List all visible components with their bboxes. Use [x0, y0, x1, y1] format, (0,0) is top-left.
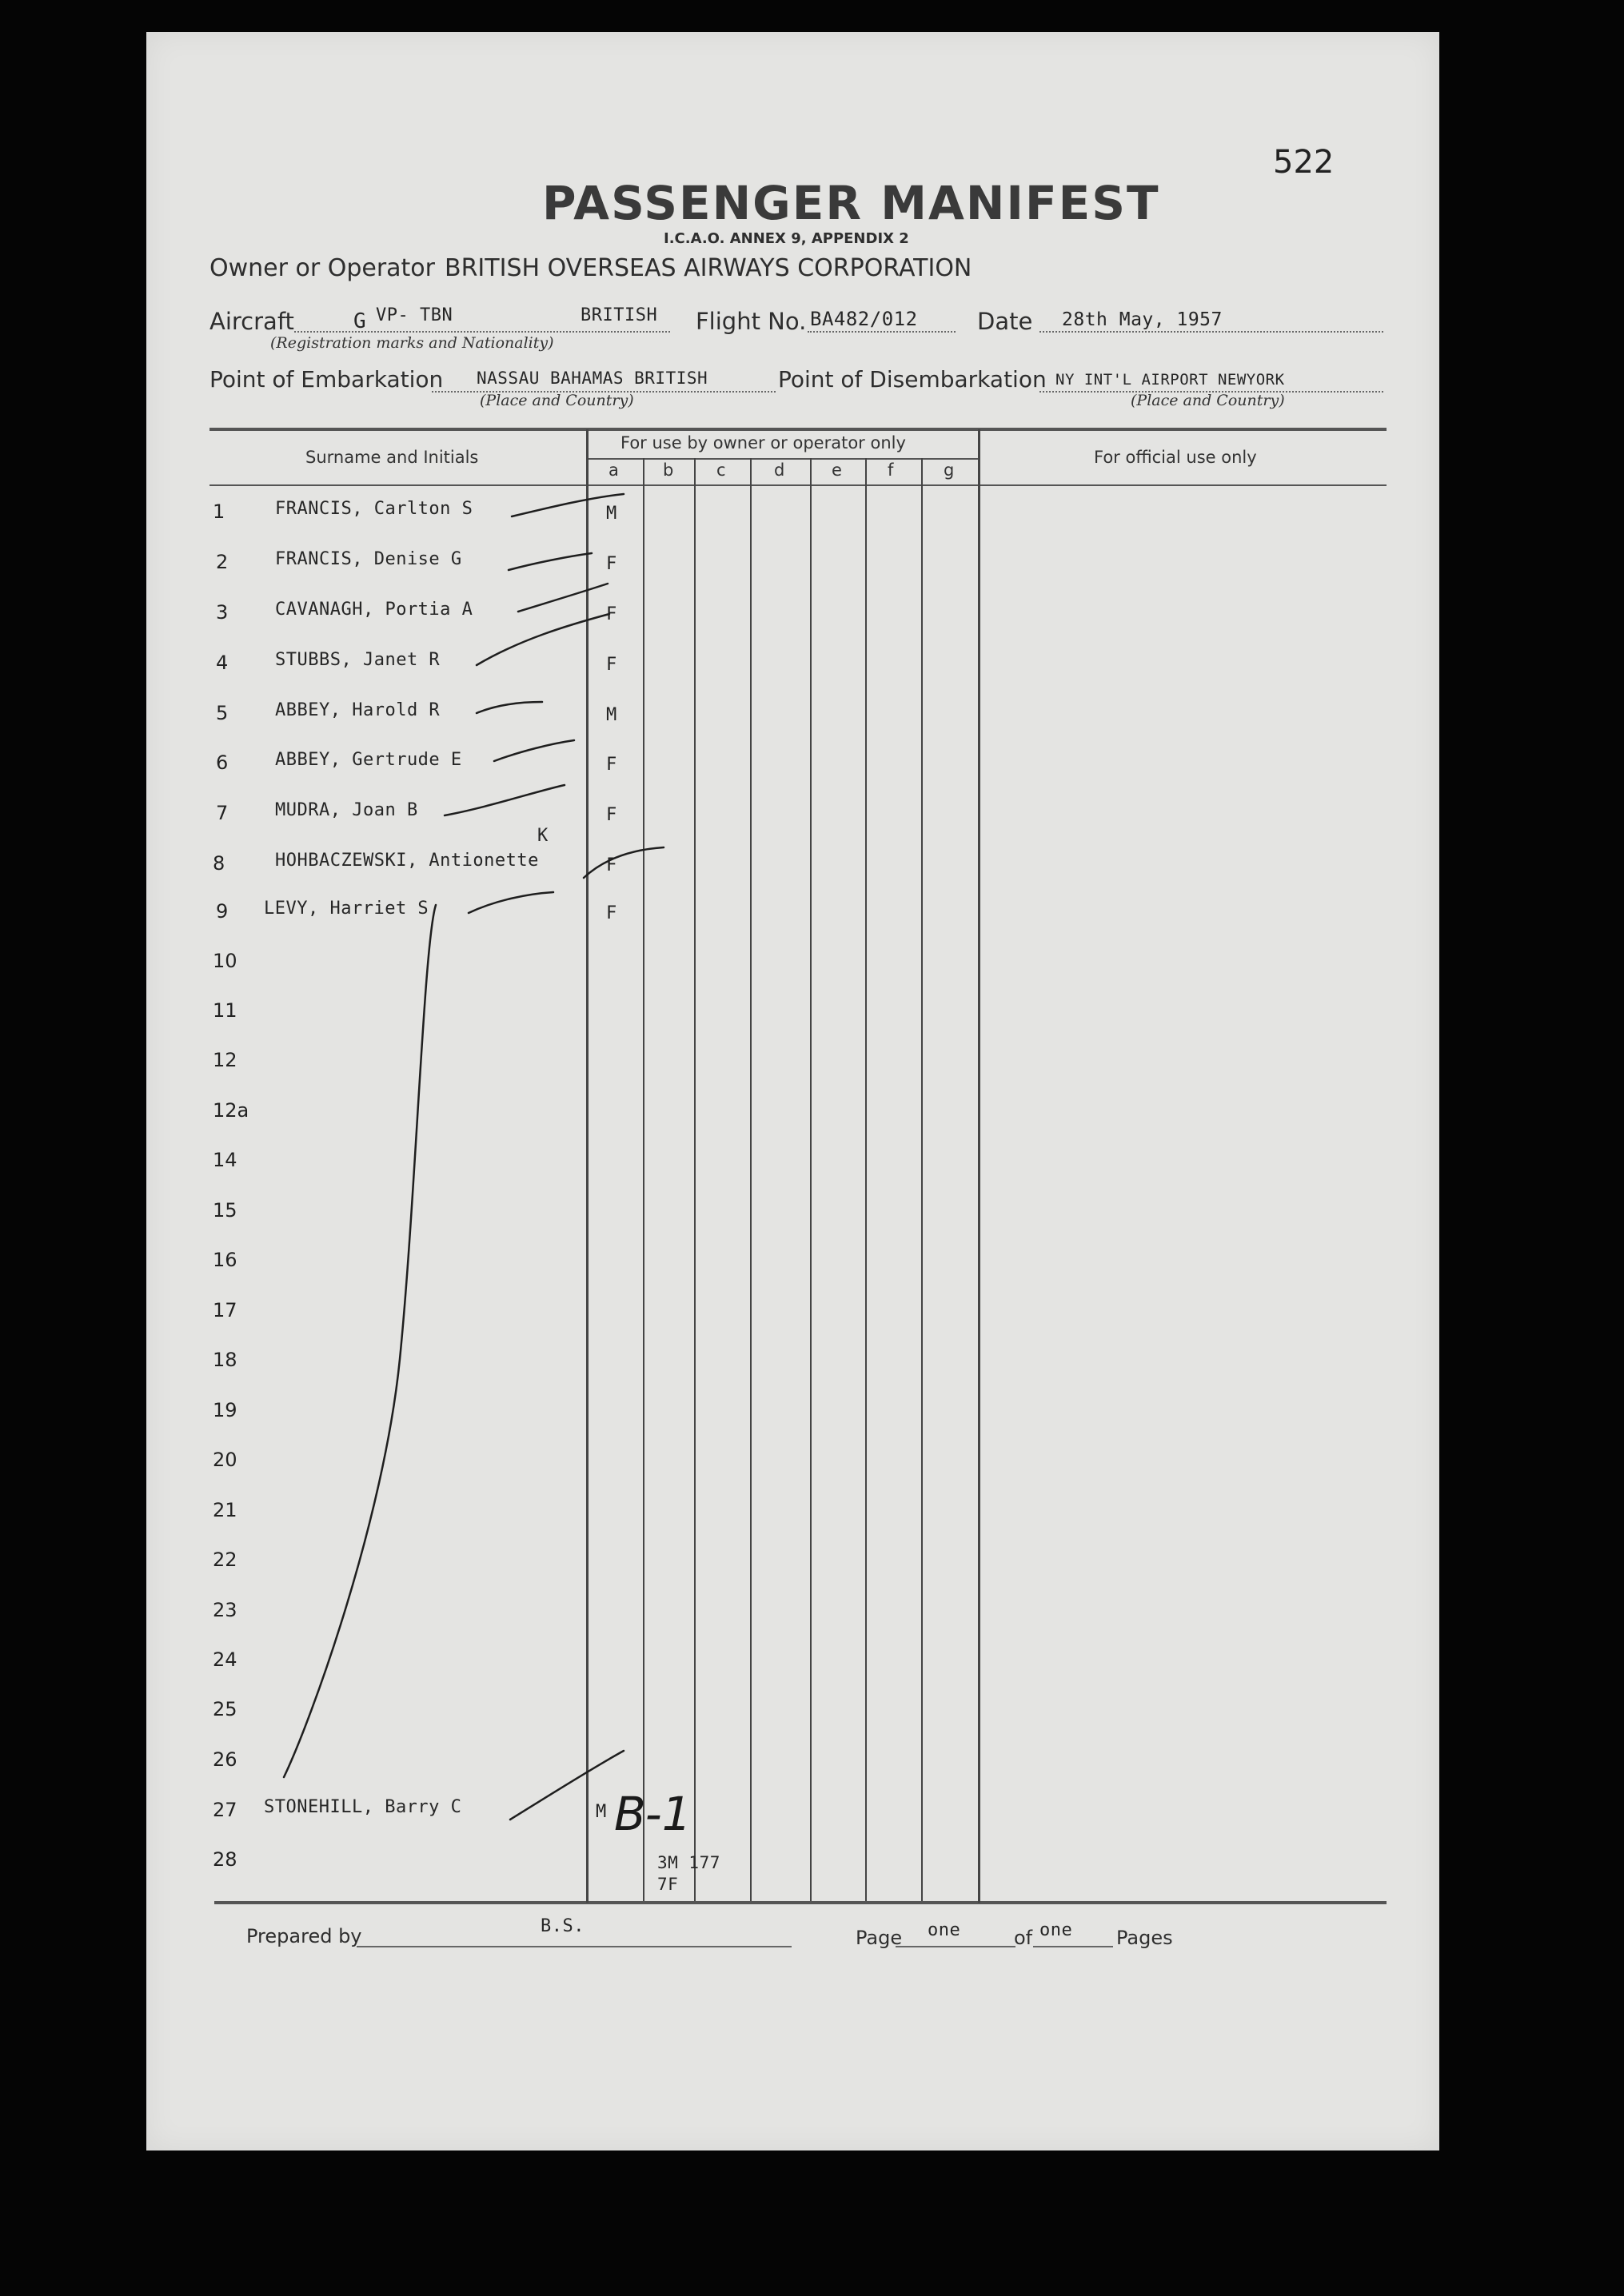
col-rule-official [978, 429, 980, 1903]
passenger-name: ABBEY, Harold R [275, 700, 441, 720]
row-number: 12 [213, 1049, 237, 1071]
row-number: 4 [216, 652, 229, 674]
row-number: 2 [216, 551, 229, 573]
prepared-by-underline [357, 1946, 792, 1947]
row-number: 16 [213, 1249, 237, 1271]
passenger-sex: F [606, 604, 617, 624]
header-bottom-rule [209, 484, 1387, 486]
col-rule-f [921, 458, 923, 1901]
of-underline [1033, 1946, 1113, 1947]
embarkation-value: NASSAU BAHAMAS BRITISH [477, 369, 708, 388]
embarkation-note: (Place and Country) [480, 392, 634, 409]
passenger-name: ABBEY, Gertrude E [275, 750, 462, 770]
of-value: one [1039, 1920, 1073, 1940]
passenger-sex: F [606, 655, 617, 675]
row-number: 19 [213, 1399, 237, 1421]
page-label: Page [856, 1927, 903, 1949]
col-rule-name [586, 429, 589, 1903]
column-letter-g: g [944, 460, 955, 480]
column-letter-c: c [716, 460, 726, 480]
column-letter-d: d [774, 460, 785, 480]
passenger-sex: F [606, 755, 617, 775]
row-number: 22 [213, 1549, 237, 1571]
flight-value: BA482/012 [810, 308, 918, 330]
totals-line2: 7F [657, 1875, 679, 1894]
date-value: 28th May, 1957 [1062, 309, 1223, 330]
row8-initial: K [537, 826, 549, 846]
totals-line1: 3M 177 [657, 1853, 720, 1872]
row-number: 21 [213, 1499, 237, 1521]
disembarkation-value: NY INT'L AIRPORT NEWYORK [1055, 371, 1285, 389]
row-number: 24 [213, 1648, 237, 1671]
row-number: 25 [213, 1698, 237, 1720]
page-number: 522 [1273, 144, 1335, 181]
date-label: Date [977, 308, 1033, 335]
passenger-sex: F [606, 805, 617, 825]
column-letter-e: e [832, 460, 842, 480]
row-number: 3 [216, 601, 229, 624]
row-number: 28 [213, 1848, 237, 1871]
disembarkation-note: (Place and Country) [1131, 392, 1285, 409]
operator-column-header: For use by owner or operator only [620, 433, 906, 452]
official-column-header: For official use only [1094, 448, 1257, 467]
row-number: 15 [213, 1199, 237, 1222]
row-number: 5 [216, 702, 229, 724]
row-number: 11 [213, 999, 237, 1022]
passenger-sex: F [606, 855, 617, 875]
passenger-sex: M [606, 504, 617, 524]
embarkation-label: Point of Embarkation [209, 366, 444, 393]
col-rule-a [643, 458, 644, 1901]
passenger-name: LEVY, Harriet S [264, 899, 429, 919]
col-rule-d [810, 458, 812, 1901]
aircraft-reg-prefix: G [353, 309, 367, 333]
column-letter-f: f [888, 460, 894, 480]
page-underline [896, 1946, 1015, 1947]
row-number: 7 [216, 802, 229, 824]
aircraft-nationality: BRITISH [581, 305, 658, 325]
page-value: one [928, 1920, 961, 1940]
flight-label: Flight No. [696, 308, 807, 335]
date-underline [1039, 331, 1383, 333]
row-number: 26 [213, 1748, 237, 1771]
name-column-header: Surname and Initials [305, 448, 479, 467]
row-number: 6 [216, 751, 229, 774]
prepared-by-value: B.S. [541, 1916, 585, 1936]
aircraft-registration: VP- TBN [376, 305, 453, 325]
page-subtitle: I.C.A.O. ANNEX 9, APPENDIX 2 [664, 230, 909, 247]
row-number: 27 [213, 1799, 237, 1821]
of-label: of [1014, 1927, 1033, 1949]
table-top-rule [209, 428, 1387, 431]
passenger-name: CAVANAGH, Portia A [275, 600, 473, 620]
row-number: 1 [213, 500, 225, 523]
flight-underline [808, 331, 956, 333]
column-letter-b: b [663, 460, 674, 480]
col-rule-b [694, 458, 696, 1901]
row-number: 18 [213, 1349, 237, 1371]
row-number: 8 [213, 852, 225, 875]
row-number: 17 [213, 1299, 237, 1321]
page-title: PASSENGER MANIFEST [542, 176, 1160, 230]
table-bottom-rule [214, 1901, 1387, 1904]
row-number: 12a [213, 1099, 249, 1122]
aircraft-underline [294, 331, 670, 333]
disembarkation-label: Point of Disembarkation [778, 366, 1047, 393]
passenger-sex: F [606, 903, 617, 923]
row-number: 23 [213, 1599, 237, 1621]
row-number: 20 [213, 1449, 237, 1471]
col-rule-c [750, 458, 752, 1901]
prepared-by-label: Prepared by [246, 1925, 362, 1947]
col-rule-e [865, 458, 867, 1901]
passenger-name: STONEHILL, Barry C [264, 1797, 462, 1817]
passenger-name: FRANCIS, Carlton S [275, 499, 473, 519]
operator-value: BRITISH OVERSEAS AIRWAYS CORPORATION [445, 254, 972, 282]
passenger-sex: F [606, 554, 617, 574]
row-number: 14 [213, 1149, 237, 1171]
handwritten-note: B-1 [614, 1787, 692, 1841]
row-number: 9 [216, 900, 229, 923]
operator-label: Owner or Operator [209, 254, 435, 282]
row-number: 10 [213, 950, 237, 972]
aircraft-note: (Registration marks and Nationality) [270, 334, 554, 352]
column-letter-a: a [609, 460, 619, 480]
operator-subheader-rule [586, 458, 978, 460]
passenger-sex: M [606, 705, 617, 725]
pages-label: Pages [1116, 1927, 1173, 1949]
passenger-name: FRANCIS, Denise G [275, 549, 462, 569]
passenger-name: STUBBS, Janet R [275, 650, 441, 670]
passenger-sex: M [596, 1802, 607, 1822]
passenger-name: HOHBACZEWSKI, Antionette [275, 851, 539, 871]
passenger-name: MUDRA, Joan B [275, 800, 418, 820]
aircraft-label: Aircraft [209, 308, 294, 335]
